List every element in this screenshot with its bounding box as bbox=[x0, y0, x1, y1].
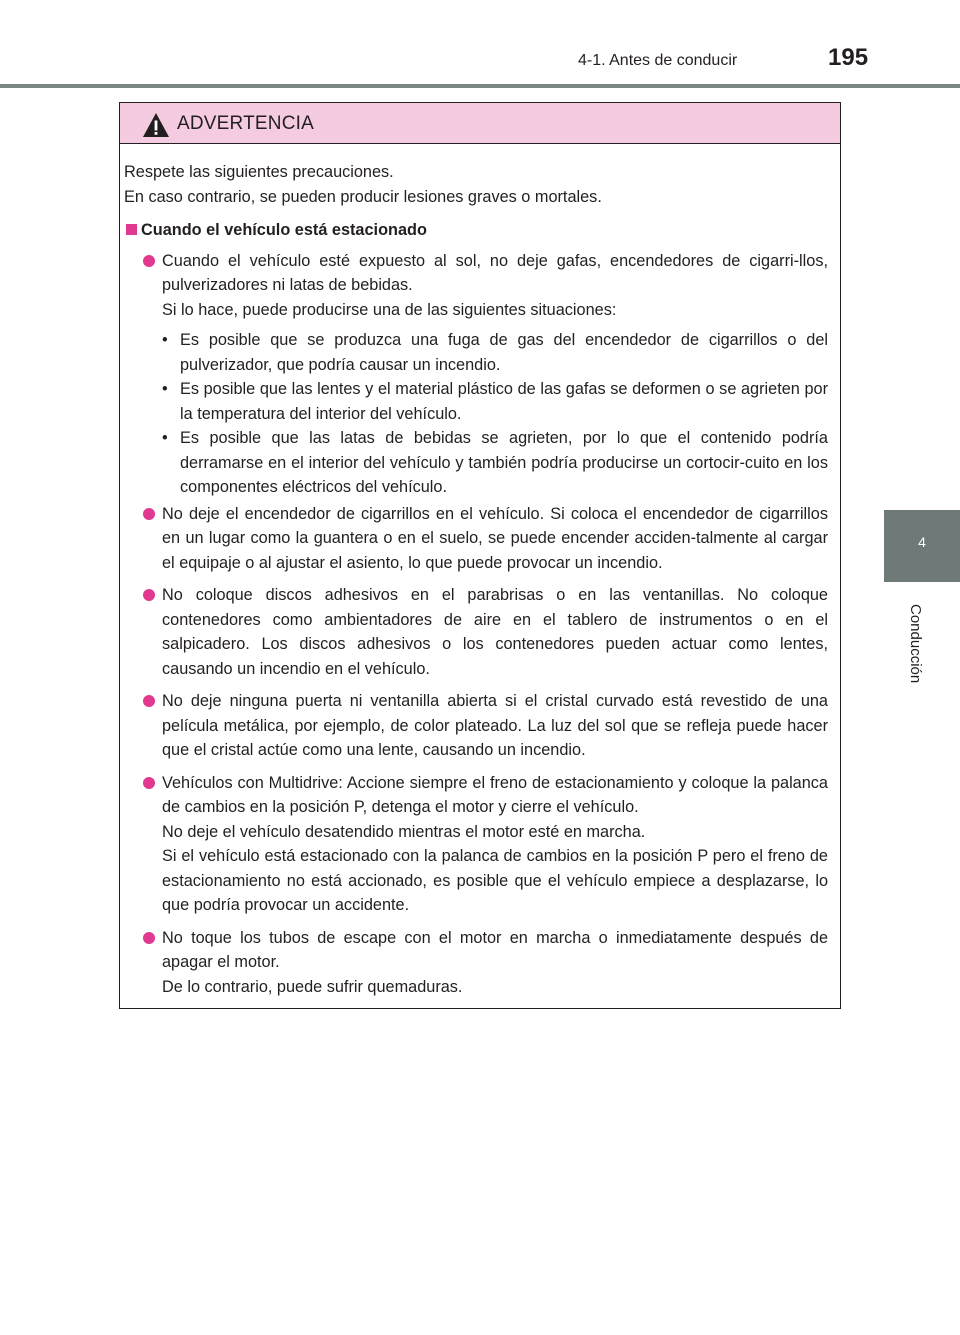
warning-header bbox=[120, 103, 840, 144]
sub-list-item: • Es posible que las latas de bebidas se agrieten, por lo que el contenido podría derramarse en el interior del vehículo y también podría producirse un cortocir-cuito en los componentes eléctricos del vehículo. bbox=[162, 426, 828, 500]
intro-line: En caso contrario, se pueden producir lesiones graves o mortales. bbox=[124, 187, 602, 206]
intro-line: Respete las siguientes precauciones. bbox=[124, 163, 394, 181]
section-heading bbox=[124, 218, 828, 243]
page-number: 195 bbox=[828, 44, 869, 71]
list-item bbox=[124, 583, 828, 681]
section-header: 4-1. Antes de conducir bbox=[578, 52, 738, 69]
circle-bullet-icon bbox=[143, 508, 155, 520]
sub-list-item: • Es posible que se produzca una fuga de gas del encendedor de cigarrillos o del pulverizador, que podría causar un incendio. bbox=[162, 328, 828, 377]
item-paragraph: Si el vehículo está estacionado con la palanca de cambios en la posición P pero el freno de estacionamiento no está accionado, es posible que el vehículo empiece a desplazarse, lo que podría provocar un accidente. bbox=[162, 847, 828, 914]
sub-list-item: • Es posible que las lentes y el material plástico de las gafas se deformen o se agrieten por la temperatura del interior del vehículo. bbox=[162, 377, 828, 426]
circle-bullet-icon bbox=[143, 695, 155, 707]
section-title: Cuando el vehículo está estacionado bbox=[141, 221, 427, 239]
item-paragraph: No coloque discos adhesivos en el parabrisas o en las ventanillas. No coloque contenedores como ambientadores de aire en el tablero de instrumentos o en el salpicadero. Los discos adhesivos o los contenedores pueden actuar como lentes, causando un incendio en el vehículo. bbox=[162, 586, 828, 678]
item-paragraph: No toque los tubos de escape con el motor en marcha o inmediatamente después de apagar el motor. bbox=[162, 928, 828, 971]
sub-list bbox=[162, 328, 828, 500]
list-item bbox=[124, 502, 828, 576]
list-item bbox=[124, 771, 828, 918]
list-item bbox=[124, 249, 828, 500]
list-item bbox=[124, 926, 828, 1000]
header-rule bbox=[0, 84, 960, 88]
warning-intro bbox=[124, 160, 828, 209]
item-paragraph: No deje el encendedor de cigarrillos en el vehículo. Si coloca el encendedor de cigarrillos en un lugar como la guantera o en el suelo, se puede encender acciden-talmente al cargar el equipaje o al ajustar el asiento, lo que puede provocar un incendio. bbox=[162, 504, 828, 572]
item-paragraph: Vehículos con Multidrive: Accione siempre el freno de estacionamiento y coloque la palanca de cambios en la posición P, detenga el motor y cierre el vehículo. bbox=[162, 773, 828, 816]
item-paragraph: Si lo hace, puede producirse una de las siguientes situaciones: bbox=[162, 300, 617, 319]
item-paragraph: De lo contrario, puede sufrir quemaduras. bbox=[162, 977, 463, 996]
warning-box bbox=[119, 102, 841, 1009]
chapter-label: Conducción bbox=[907, 604, 924, 684]
warning-triangle-icon bbox=[142, 112, 170, 138]
circle-bullet-icon bbox=[143, 777, 155, 789]
chapter-tab bbox=[884, 510, 960, 582]
item-paragraph: No deje el vehículo desatendido mientras el motor esté en marcha. bbox=[162, 822, 646, 841]
chapter-number: 4 bbox=[918, 534, 926, 550]
square-bullet-icon bbox=[126, 224, 137, 235]
circle-bullet-icon bbox=[143, 932, 155, 944]
warning-body bbox=[120, 144, 840, 999]
list-item bbox=[124, 689, 828, 763]
circle-bullet-icon bbox=[143, 589, 155, 601]
circle-bullet-icon bbox=[143, 255, 155, 267]
item-paragraph: Cuando el vehículo esté expuesto al sol, no deje gafas, encendedores de cigarri-llos, pulverizadores ni latas de bebidas. bbox=[162, 251, 828, 294]
warning-title: ADVERTENCIA bbox=[177, 113, 314, 134]
item-paragraph: No deje ninguna puerta ni ventanilla abierta si el cristal curvado está revestido de una película metálica, por ejemplo, de color plateado. La luz del sol que se refleja puede hacer que el cristal actúe como una lente, causando un incendio. bbox=[162, 692, 828, 759]
